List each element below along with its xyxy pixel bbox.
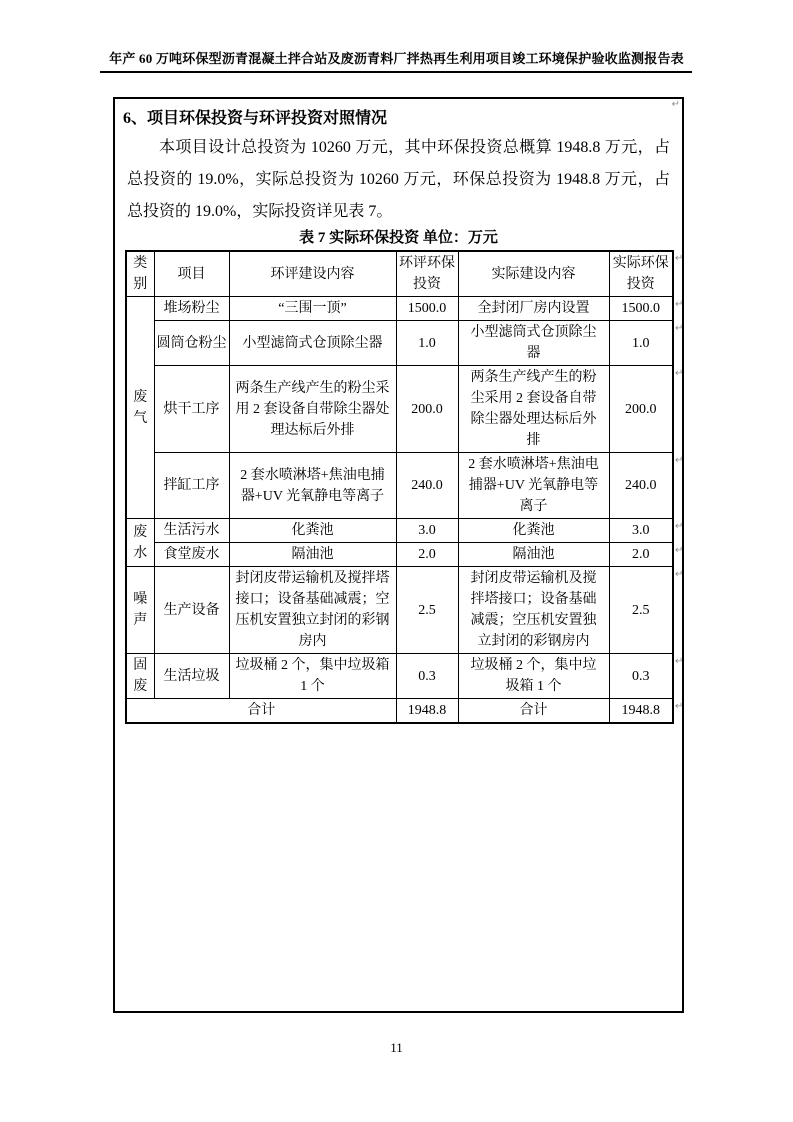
actual-content-cell: 小型滤筒式仓顶除尘器 bbox=[458, 321, 609, 366]
actual-investment-cell: 2.0 bbox=[609, 543, 673, 567]
eia-content-cell: 小型滤筒式仓顶除尘器 bbox=[229, 321, 396, 366]
table-caption: 表 7 实际环保投资 单位：万元 bbox=[299, 230, 498, 246]
page-number: 11 bbox=[390, 1040, 403, 1055]
actual-total-cell: 1948.8 bbox=[609, 699, 673, 724]
category-cell: 废气 bbox=[126, 297, 154, 519]
table-row bbox=[126, 567, 673, 654]
project-cell: 生活污水 bbox=[154, 519, 229, 543]
paragraph-return-icon: ↵ bbox=[675, 323, 684, 334]
eia-investment-cell: 0.3 bbox=[396, 654, 458, 699]
paragraph-return-icon: ↵ bbox=[675, 521, 684, 532]
actual-content-cell: 全封闭厂房内设置 bbox=[458, 297, 609, 321]
eia-investment-cell: 240.0 bbox=[396, 453, 458, 519]
table-header-cell: 项目 bbox=[154, 251, 229, 297]
actual-investment-cell: 1500.0 bbox=[609, 297, 673, 321]
eia-investment-cell: 2.5 bbox=[396, 567, 458, 654]
paragraph-return-icon: ↵ bbox=[671, 99, 680, 110]
paragraph-return-icon: ↵ bbox=[675, 368, 684, 379]
eia-investment-cell: 3.0 bbox=[396, 519, 458, 543]
eia-content-cell: 隔油池 bbox=[229, 543, 396, 567]
project-cell: 堆场粉尘 bbox=[154, 297, 229, 321]
eia-investment-cell: 2.0 bbox=[396, 543, 458, 567]
table-header-cell: 实际环保投资 bbox=[609, 251, 673, 297]
eia-content-cell: “三围一顶” bbox=[229, 297, 396, 321]
table-header-cell: 环评建设内容 bbox=[229, 251, 396, 297]
table-row bbox=[126, 321, 673, 366]
paragraph-return-icon: ↵ bbox=[675, 701, 684, 712]
eia-content-cell: 垃圾桶 2 个，集中垃圾箱 1 个 bbox=[229, 654, 396, 699]
header-divider bbox=[100, 71, 692, 73]
table-row bbox=[126, 519, 673, 543]
table-row bbox=[126, 297, 673, 321]
table-body bbox=[126, 297, 673, 724]
actual-investment-cell: 200.0 bbox=[609, 366, 673, 453]
eia-content-cell: 封闭皮带运输机及搅拌塔接口；设备基础减震；空压机安置独立封闭的彩钢房内 bbox=[229, 567, 396, 654]
section-title: 6、项目环保投资与环评投资对照情况 bbox=[123, 110, 388, 127]
investment-table-wrapper bbox=[125, 250, 684, 724]
eia-investment-cell: 1500.0 bbox=[396, 297, 458, 321]
paragraph-return-icon: ↵ bbox=[675, 253, 684, 264]
category-cell: 噪声 bbox=[126, 567, 154, 654]
project-cell: 烘干工序 bbox=[154, 366, 229, 453]
table-row bbox=[126, 366, 673, 453]
actual-content-cell: 两条生产线产生的粉尘采用 2 套设备自带除尘器处理达标后外排 bbox=[458, 366, 609, 453]
table-row bbox=[126, 453, 673, 519]
eia-investment-cell: 200.0 bbox=[396, 366, 458, 453]
table-header-row bbox=[126, 251, 673, 297]
total-label-cell: 合计 bbox=[126, 699, 396, 724]
project-cell: 圆筒仓粉尘 bbox=[154, 321, 229, 366]
eia-total-cell: 1948.8 bbox=[396, 699, 458, 724]
table-row bbox=[126, 654, 673, 699]
investment-summary-paragraph: 本项目设计总投资为 10260 万元，其中环保投资总概算 1948.8 万元，占总投资的 19.0%，实际总投资为 10260 万元，环保总投资为 1948.8 万元，占总投资的 19.0%，实际投资详见表 7。 bbox=[127, 139, 670, 220]
table-head bbox=[126, 251, 673, 297]
project-cell: 生活垃圾 bbox=[154, 654, 229, 699]
paragraph-return-icon: ↵ bbox=[675, 455, 684, 466]
actual-content-cell: 2 套水喷淋塔+焦油电捕器+UV 光氧静电等离子 bbox=[458, 453, 609, 519]
table-row bbox=[126, 543, 673, 567]
actual-content-cell: 封闭皮带运输机及搅拌塔接口；设备基础减震；空压机安置独立封闭的彩钢房内 bbox=[458, 567, 609, 654]
eia-content-cell: 两条生产线产生的粉尘采用 2 套设备自带除尘器处理达标后外排 bbox=[229, 366, 396, 453]
actual-investment-cell: 2.5 bbox=[609, 567, 673, 654]
section-border-box bbox=[113, 97, 684, 1013]
project-cell: 生产设备 bbox=[154, 567, 229, 654]
category-cell: 固废 bbox=[126, 654, 154, 699]
document-header-title: 年产 60 万吨环保型沥青混凝土拌合站及废沥青料厂拌热再生利用项目竣工环境保护验收监测报告表 bbox=[109, 51, 684, 66]
eia-content-cell: 化粪池 bbox=[229, 519, 396, 543]
investment-comparison-table bbox=[125, 250, 674, 724]
table-header-cell: 实际建设内容 bbox=[458, 251, 609, 297]
table-header-cell: 类别 bbox=[126, 251, 154, 297]
actual-content-cell: 隔油池 bbox=[458, 543, 609, 567]
actual-investment-cell: 240.0 bbox=[609, 453, 673, 519]
actual-content-cell: 化粪池 bbox=[458, 519, 609, 543]
actual-content-cell: 垃圾桶 2 个，集中垃圾箱 1 个 bbox=[458, 654, 609, 699]
actual-total-label-cell: 合计 bbox=[458, 699, 609, 724]
eia-content-cell: 2 套水喷淋塔+焦油电捕器+UV 光氧静电等离子 bbox=[229, 453, 396, 519]
category-cell: 废水 bbox=[126, 519, 154, 567]
actual-investment-cell: 0.3 bbox=[609, 654, 673, 699]
paragraph-return-icon: ↵ bbox=[675, 569, 684, 580]
paragraph-return-icon: ↵ bbox=[675, 299, 684, 310]
project-cell: 拌缸工序 bbox=[154, 453, 229, 519]
total-row bbox=[126, 699, 673, 724]
actual-investment-cell: 1.0 bbox=[609, 321, 673, 366]
project-cell: 食堂废水 bbox=[154, 543, 229, 567]
actual-investment-cell: 3.0 bbox=[609, 519, 673, 543]
paragraph-return-icon: ↵ bbox=[675, 656, 684, 667]
paragraph-return-icon: ↵ bbox=[675, 545, 684, 556]
eia-investment-cell: 1.0 bbox=[396, 321, 458, 366]
table-header-cell: 环评环保投资 bbox=[396, 251, 458, 297]
